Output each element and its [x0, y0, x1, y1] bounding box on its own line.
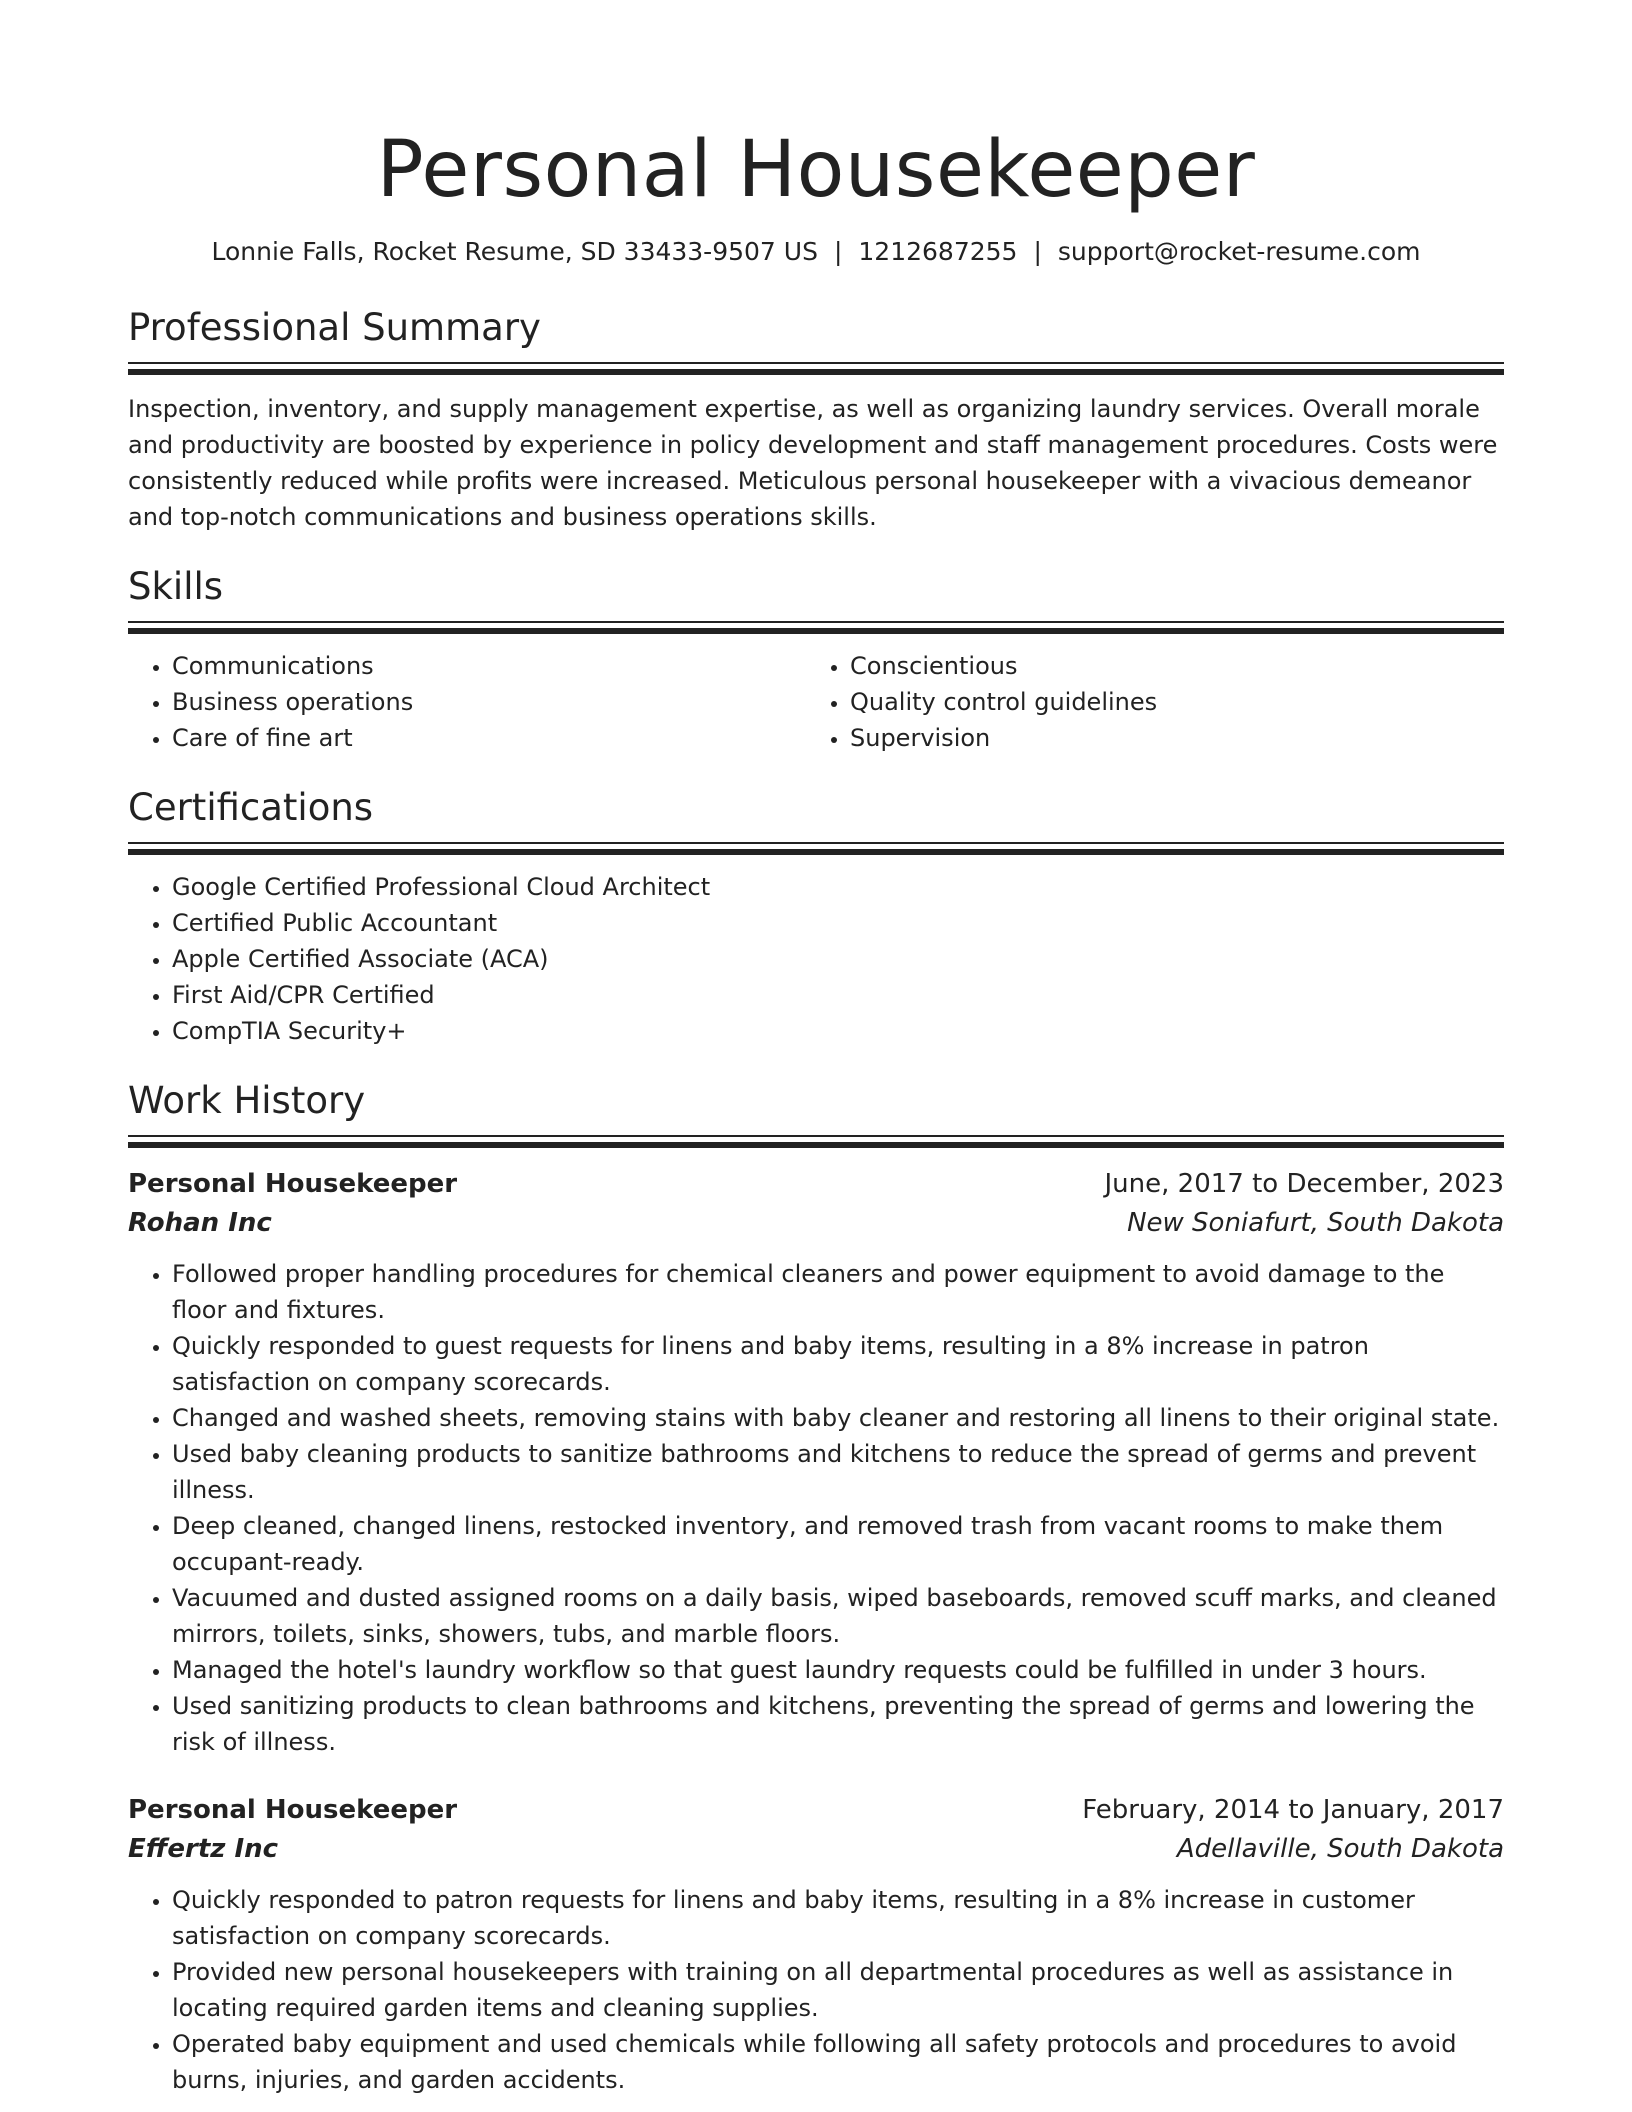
job-dates: June, 2017 to December, 2023: [1104, 1169, 1504, 1199]
job-bullet: • Quickly responded to guest requests for linens and baby items, resulting in a 8% increase in patron satisfaction on company scorecards.: [172, 1328, 1504, 1400]
job-company: Rohan Inc: [128, 1208, 272, 1238]
skills-section: [128, 565, 1504, 756]
skill-item: • Supervision: [850, 720, 1484, 756]
contact-line: [128, 236, 1504, 268]
job-entry: [128, 1164, 1504, 1760]
contact-separator: |: [1033, 237, 1042, 266]
skill-item: • Quality control guidelines: [850, 684, 1484, 720]
summary-section: [128, 306, 1504, 535]
job-bullet: • Provided new personal housekeepers with training on all departmental procedures as well as assistance in locating required garden items and cleaning supplies.: [172, 1954, 1504, 2026]
job-bullet-list: [128, 1882, 1504, 2098]
job-title: Personal Housekeeper: [128, 1169, 458, 1199]
job-header: [128, 1164, 1504, 1204]
certifications-list: [128, 869, 1504, 1049]
job-bullet: • Managed the hotel's laundry workflow so that guest laundry requests could be fulfilled in under 3 hours.: [172, 1652, 1504, 1688]
section-title-summary: Professional Summary: [128, 306, 541, 349]
job-bullet-list: [128, 1256, 1504, 1760]
section-divider: [128, 1135, 1504, 1148]
job-location: Adellaville, South Dakota: [1176, 1834, 1504, 1864]
job-header: [128, 1790, 1504, 1830]
skill-item: • Care of fine art: [172, 720, 806, 756]
job-company: Effertz Inc: [128, 1834, 279, 1864]
job-entry: [128, 1790, 1504, 2098]
job-bullet: • Used baby cleaning products to sanitize bathrooms and kitchens to reduce the spread of germs and prevent illness.: [172, 1436, 1504, 1508]
job-subheader: [128, 1830, 1504, 1868]
skill-item: • Communications: [172, 648, 806, 684]
job-bullet: • Followed proper handling procedures for chemical cleaners and power equipment to avoid damage to the floor and fixtures.: [172, 1256, 1504, 1328]
certification-item: • Apple Certified Associate (ACA): [172, 941, 1504, 977]
section-title-skills: Skills: [128, 565, 224, 608]
contact-phone: 1212687255: [858, 237, 1018, 266]
certification-item: • Certified Public Accountant: [172, 905, 1504, 941]
job-location: New Soniafurt, South Dakota: [1127, 1208, 1504, 1238]
job-title: Personal Housekeeper: [128, 1795, 458, 1825]
skill-item: • Conscientious: [850, 648, 1484, 684]
job-bullet: • Quickly responded to patron requests for linens and baby items, resulting in a 8% increase in customer satisfaction on company scorecards.: [172, 1882, 1504, 1954]
certification-item: • First Aid/CPR Certified: [172, 977, 1504, 1013]
skill-item: • Business operations: [172, 684, 806, 720]
resume-name: Personal Housekeeper: [376, 125, 1256, 215]
section-divider: [128, 842, 1504, 855]
contact-email: support@rocket-resume.com: [1057, 237, 1421, 266]
resume-page: [128, 0, 1504, 2098]
section-divider: [128, 621, 1504, 634]
job-dates: February, 2014 to January, 2017: [1082, 1795, 1504, 1825]
summary-text: Inspection, inventory, and supply management expertise, as well as organizing laundry services. Overall morale and productivity are boosted by experience in policy development and staff management procedures. Costs were consistently reduced while profits were increased. Meticulous personal housekeeper with a vivacious demeanor and top-notch communications and business operations skills.: [128, 395, 1498, 531]
job-bullet: • Changed and washed sheets, removing stains with baby cleaner and restoring all linens to their original state.: [172, 1400, 1504, 1436]
job-bullet: • Used sanitizing products to clean bathrooms and kitchens, preventing the spread of germs and lowering the risk of illness.: [172, 1688, 1504, 1760]
section-title-work-history: Work History: [128, 1079, 366, 1122]
certification-item: • Google Certified Professional Cloud Architect: [172, 869, 1504, 905]
skills-list-right: [806, 648, 1484, 756]
skills-columns: [128, 648, 1504, 756]
section-title-certifications: Certifications: [128, 786, 374, 829]
job-bullet: • Vacuumed and dusted assigned rooms on a daily basis, wiped baseboards, removed scuff marks, and cleaned mirrors, toilets, sinks, showers, tubs, and marble floors.: [172, 1580, 1504, 1652]
skills-list-left: [128, 648, 806, 756]
job-bullet: • Deep cleaned, changed linens, restocked inventory, and removed trash from vacant rooms to make them occupant-ready.: [172, 1508, 1504, 1580]
job-bullet: • Operated baby equipment and used chemicals while following all safety protocols and procedures to avoid burns, injuries, and garden accidents.: [172, 2026, 1504, 2098]
work-history-section: [128, 1079, 1504, 2098]
contact-separator: |: [833, 237, 843, 266]
certifications-section: [128, 786, 1504, 1049]
contact-address: Lonnie Falls, Rocket Resume, SD 33433-9507 US: [211, 237, 818, 266]
certification-item: • CompTIA Security+: [172, 1013, 1504, 1049]
job-subheader: [128, 1204, 1504, 1242]
section-divider: [128, 362, 1504, 375]
